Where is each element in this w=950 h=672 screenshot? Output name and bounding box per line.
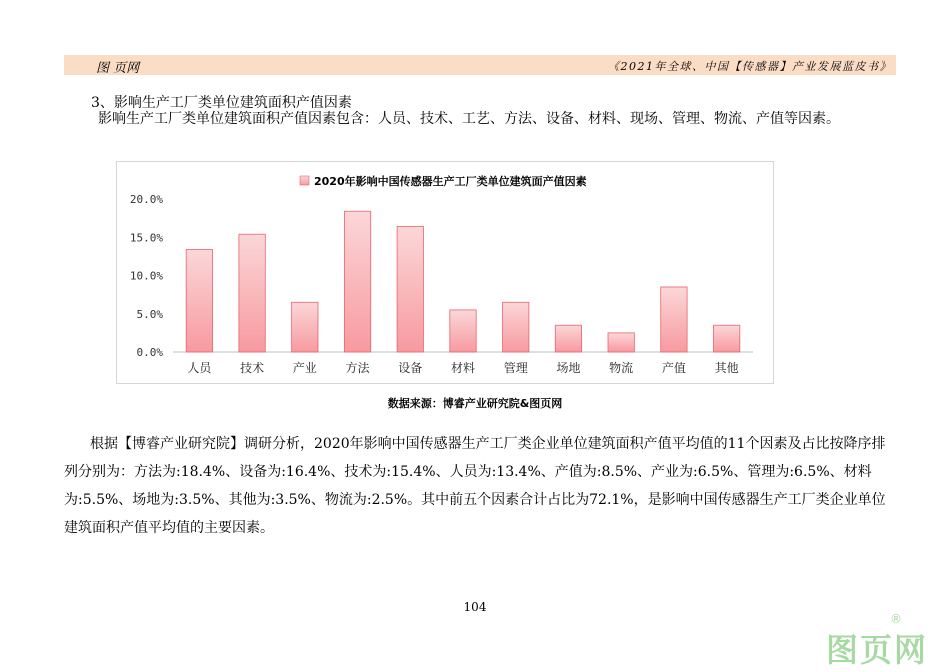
bar-7 [503,302,529,352]
x-tick-label: 方法 [345,361,370,375]
watermark-text: 图页网 [826,631,929,669]
chart-title: 2020年影响中国传感器生产工厂类单位建筑面产值因素 [314,175,587,188]
x-tick-label: 人员 [187,361,212,375]
x-tick-label: 技术 [240,361,265,375]
y-tick-label: 15.0% [129,231,163,245]
bar-6 [450,310,476,352]
bar-10 [661,287,687,352]
x-tick-label: 材料 [450,361,476,375]
section-title: 3、影响生产工厂类单位建筑面积产值因素 [91,95,352,111]
analysis-paragraph: 根据【博睿产业研究院】调研分析，2020年影响中国传感器生产工厂类企业单位建筑面积产值平均值的11个因素及占比按降序排列分别为：方法为:18.4%、设备为:16.4%、技术为:15.4%、人员为:13.4%、产值为:8.5%、产业为:6.5%、管理为:6.5%、材料为:5.5%、场地为:3.5%、其他为:3.5%、物流为:2.5%。其中前五个因素合计占比为72.1%，是影响中国传感器生产工厂类企业单位建筑面积产值平均值的主要因素。 [64,436,886,536]
legend-swatch [300,176,309,185]
x-tick-label: 其他 [714,361,739,375]
x-tick-label: 物流 [609,361,634,375]
x-tick-label: 设备 [398,361,423,375]
bar-1 [186,249,212,352]
x-tick-label: 产值 [661,361,686,375]
page-number: 104 [463,600,487,614]
bar-5 [397,227,423,352]
x-tick-label: 产业 [292,361,317,375]
bar-chart [116,161,774,384]
header-site-name: 图 页网 [96,61,140,76]
bar-8 [555,325,581,352]
page-header [64,55,896,75]
x-tick-label: 场地 [556,361,581,375]
watermark-logo [826,612,936,669]
chart-svg [117,162,773,383]
header-book-title: 《2021年全球、中国【传感器】产业发展蓝皮书》 [608,60,892,73]
bar-2 [239,234,265,352]
data-source: 数据来源：博睿产业研究院&图页网 [387,397,563,410]
bar-3 [292,302,318,352]
bar-9 [608,333,634,352]
bar-4 [344,211,370,352]
y-tick-label: 5.0% [136,307,163,321]
x-tick-label: 管理 [503,361,528,375]
y-tick-label: 0.0% [136,346,163,359]
y-tick-label: 20.0% [129,193,163,206]
intro-paragraph: 影响生产工厂类单位建筑面积产值因素包含：人员、技术、工艺、方法、设备、材料、现场、管理、物流、产值等因素。 [98,111,840,127]
y-tick-label: 10.0% [129,269,163,283]
registered-mark: ® [890,612,902,626]
bar-11 [713,325,739,352]
